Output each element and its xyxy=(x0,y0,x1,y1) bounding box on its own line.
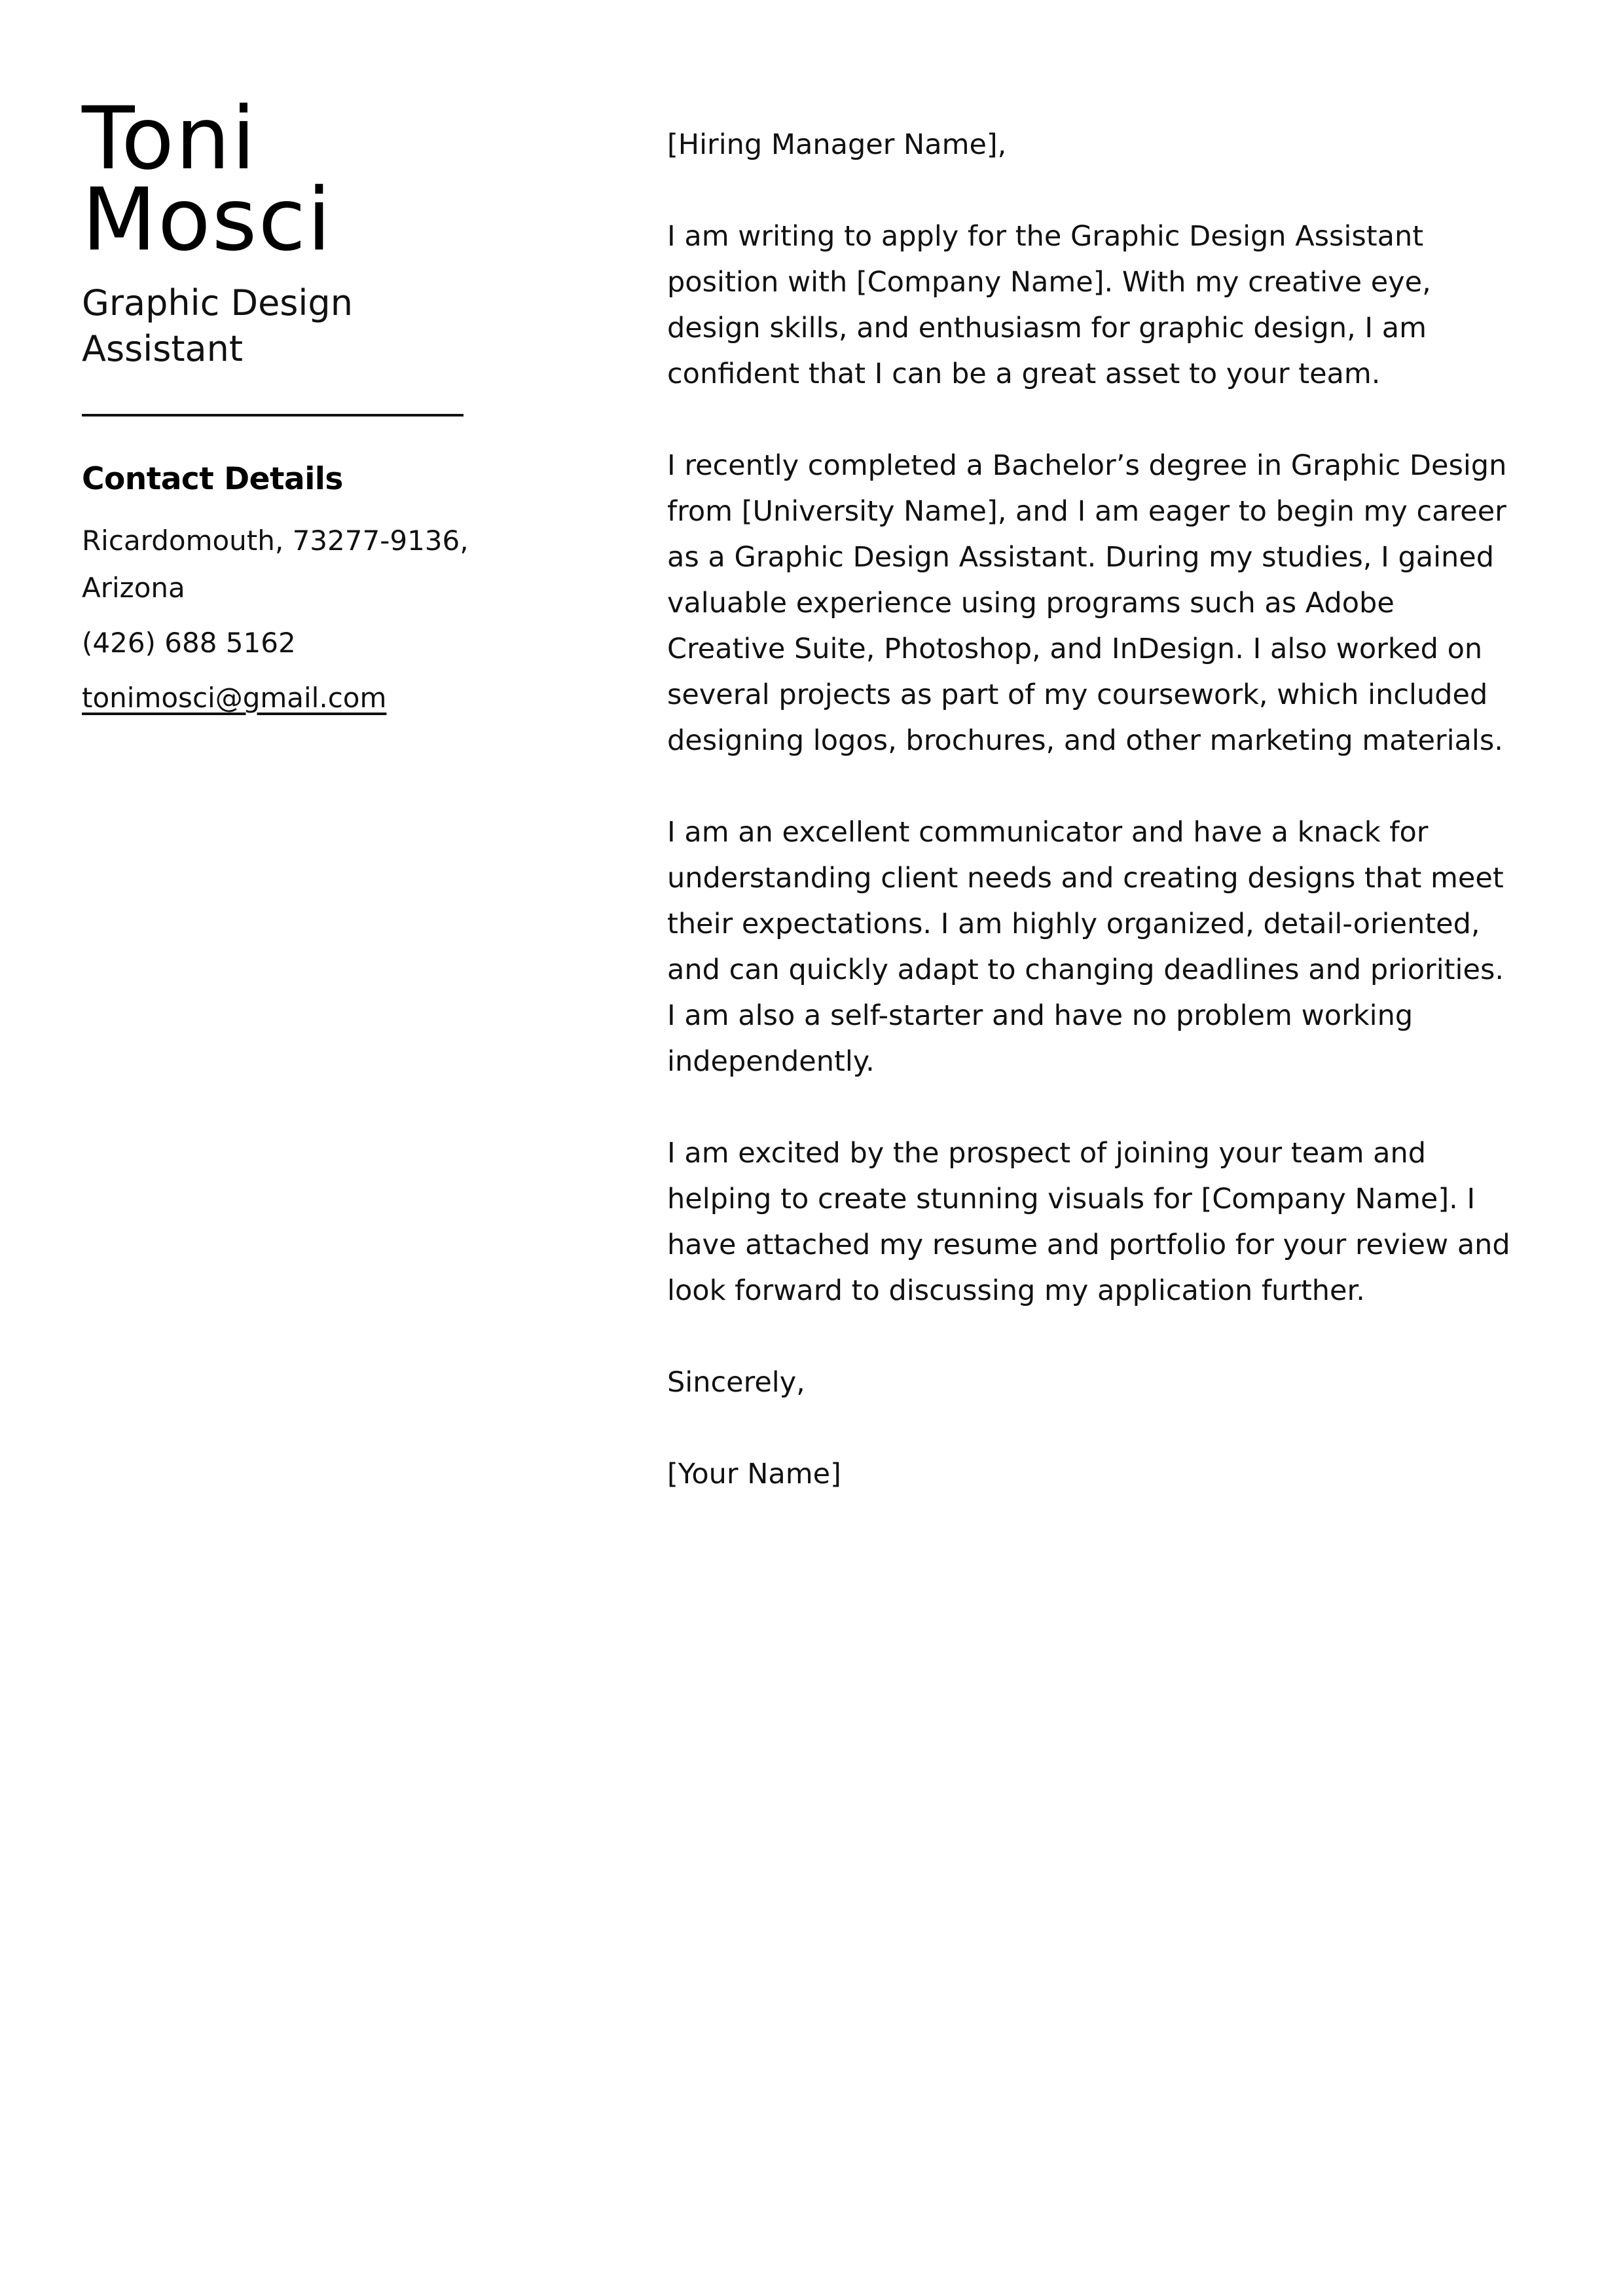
letter-signature: [Your Name] xyxy=(667,1458,841,1491)
contact-email-link[interactable]: tonimosci@gmail.com xyxy=(82,682,387,714)
letter-paragraph: I am writing to apply for the Graphic Design Assistant position with [Company Name]. With my creative eye, design skills, and enthusiasm for graphic design, I am confident that I can be a great asset to your team. xyxy=(667,220,1431,390)
contact-phone: (426) 688 5162 xyxy=(82,627,296,659)
letter-closing: Sincerely, xyxy=(667,1366,805,1399)
letter-paragraph: I am excited by the prospect of joining your team and helping to create stunning visuals for [Company Name]. I have attached my resume and portfolio for your review and look forward to discussing my application further. xyxy=(667,1137,1510,1307)
letter-paragraph: I recently completed a Bachelor’s degree in Graphic Design from [University Name], and I am eager to begin my career as a Graphic Design Assistant. During my studies, I gained valuable experience using programs such as Adobe Creative Suite, Photoshop, and InDesign. I also worked on several projects as part of my coursework, which included designing logos, brochures, and other marketing materials. xyxy=(667,449,1507,757)
first-name: Toni xyxy=(82,88,257,189)
sidebar xyxy=(82,88,475,722)
contact-address: Ricardomouth, 73277-9136, Arizona xyxy=(82,525,469,604)
letter-paragraph: I am an excellent communicator and have a knack for understanding client needs and creating designs that meet their expectations. I am highly organized, detail-oriented, and can quickly adapt to changing deadlines and priorities. I am also a self-starter and have no problem working independently. xyxy=(667,816,1504,1078)
job-title: Graphic Design Assistant xyxy=(82,282,353,369)
letter-salutation: [Hiring Manager Name], xyxy=(667,128,1007,161)
letter-body xyxy=(667,122,1518,1543)
sidebar-divider xyxy=(82,414,464,417)
contact-heading: Contact Details xyxy=(82,461,343,497)
last-name: Mosci xyxy=(82,170,333,270)
